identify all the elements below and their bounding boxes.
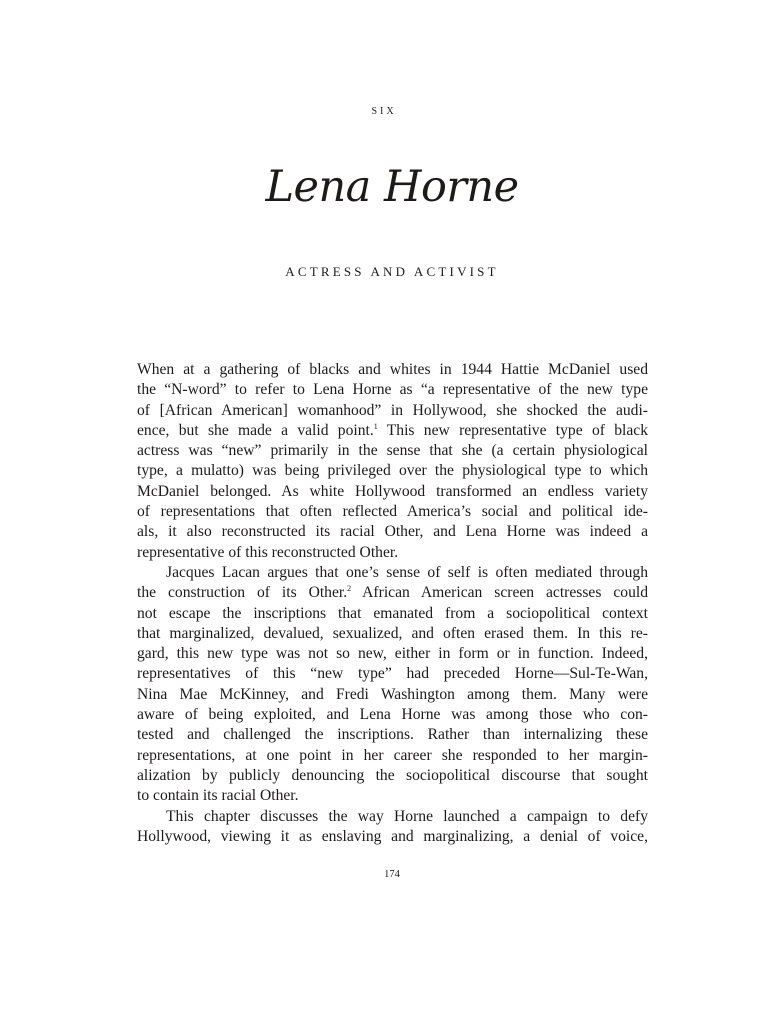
text-line [137,421,648,441]
text-line: tested and challenged the inscriptions. Rather than internalizing these [137,726,648,744]
text-line: When at a gathering of blacks and whites in 1944 Hattie McDaniel used [137,361,648,378]
text-line: of [African American] womanhood” in Hollywood, she shocked the audi- [137,401,648,419]
text-line: Jacques Lacan argues that one’s sense of self is often mediated through [166,563,648,581]
text-line: actress was “new” primarily in the sense that she (a certain physiological [137,442,648,460]
text-line: McDaniel belonged. As white Hollywood transformed an endless variety [137,482,648,500]
text-line: Nina Mae McKinney, and Fredi Washington among them. Many were [137,685,648,703]
text-line: This chapter discusses the way Horne launched a campaign to defy [166,807,648,825]
text-line: the “N-word” to refer to Lena Horne as “a representative of the new type [137,381,648,399]
endnote-marker[interactable]: 1 [373,421,378,431]
text-line: of representations that often reflected America’s social and political ide- [137,503,648,521]
text-line: to contain its racial Other. [137,787,299,805]
text-line: alization by publicly denouncing the sociopolitical discourse that sought [137,766,648,784]
text-line: gard, this new type was not so new, either in form or in function. Indeed, [137,645,648,663]
text-line: Hollywood, viewing it as enslaving and marginalizing, a denial of voice, [137,827,648,845]
text-line: not escape the inscriptions that emanated from a sociopolitical context [137,604,648,622]
text-line: that marginalized, devalued, sexualized, and often erased them. In this re- [137,624,648,642]
chapter-number: six [371,103,397,118]
text-line: representatives of this “new type” had preceded Horne—Sul-Te-Wan, [137,665,648,683]
text-line: representations, at one point in her career she responded to her margin- [137,746,648,764]
text-segment: ence, but she made a valid point. [137,421,374,439]
text-line: representative of this reconstructed Other. [137,543,399,561]
text-segment: the construction of its Other. [137,584,348,602]
page-number: 174 [384,869,400,880]
endnote-marker[interactable]: 2 [347,584,352,594]
chapter-title: Lena Horne [265,162,519,212]
text-line: aware of being exploited, and Lena Horne was among those who con- [137,706,648,724]
chapter-body-text [137,360,648,847]
text-segment: African American screen actresses could [351,584,648,602]
chapter-subtitle: ACTRESS AND ACTIVIST [285,264,499,279]
text-line [137,583,648,603]
text-line: type, a mulatto) was being privileged over the physiological type to which [137,462,648,480]
text-line: als, it also reconstructed its racial Other, and Lena Horne was indeed a [137,523,648,541]
text-segment: This new representative type of black [377,421,648,439]
